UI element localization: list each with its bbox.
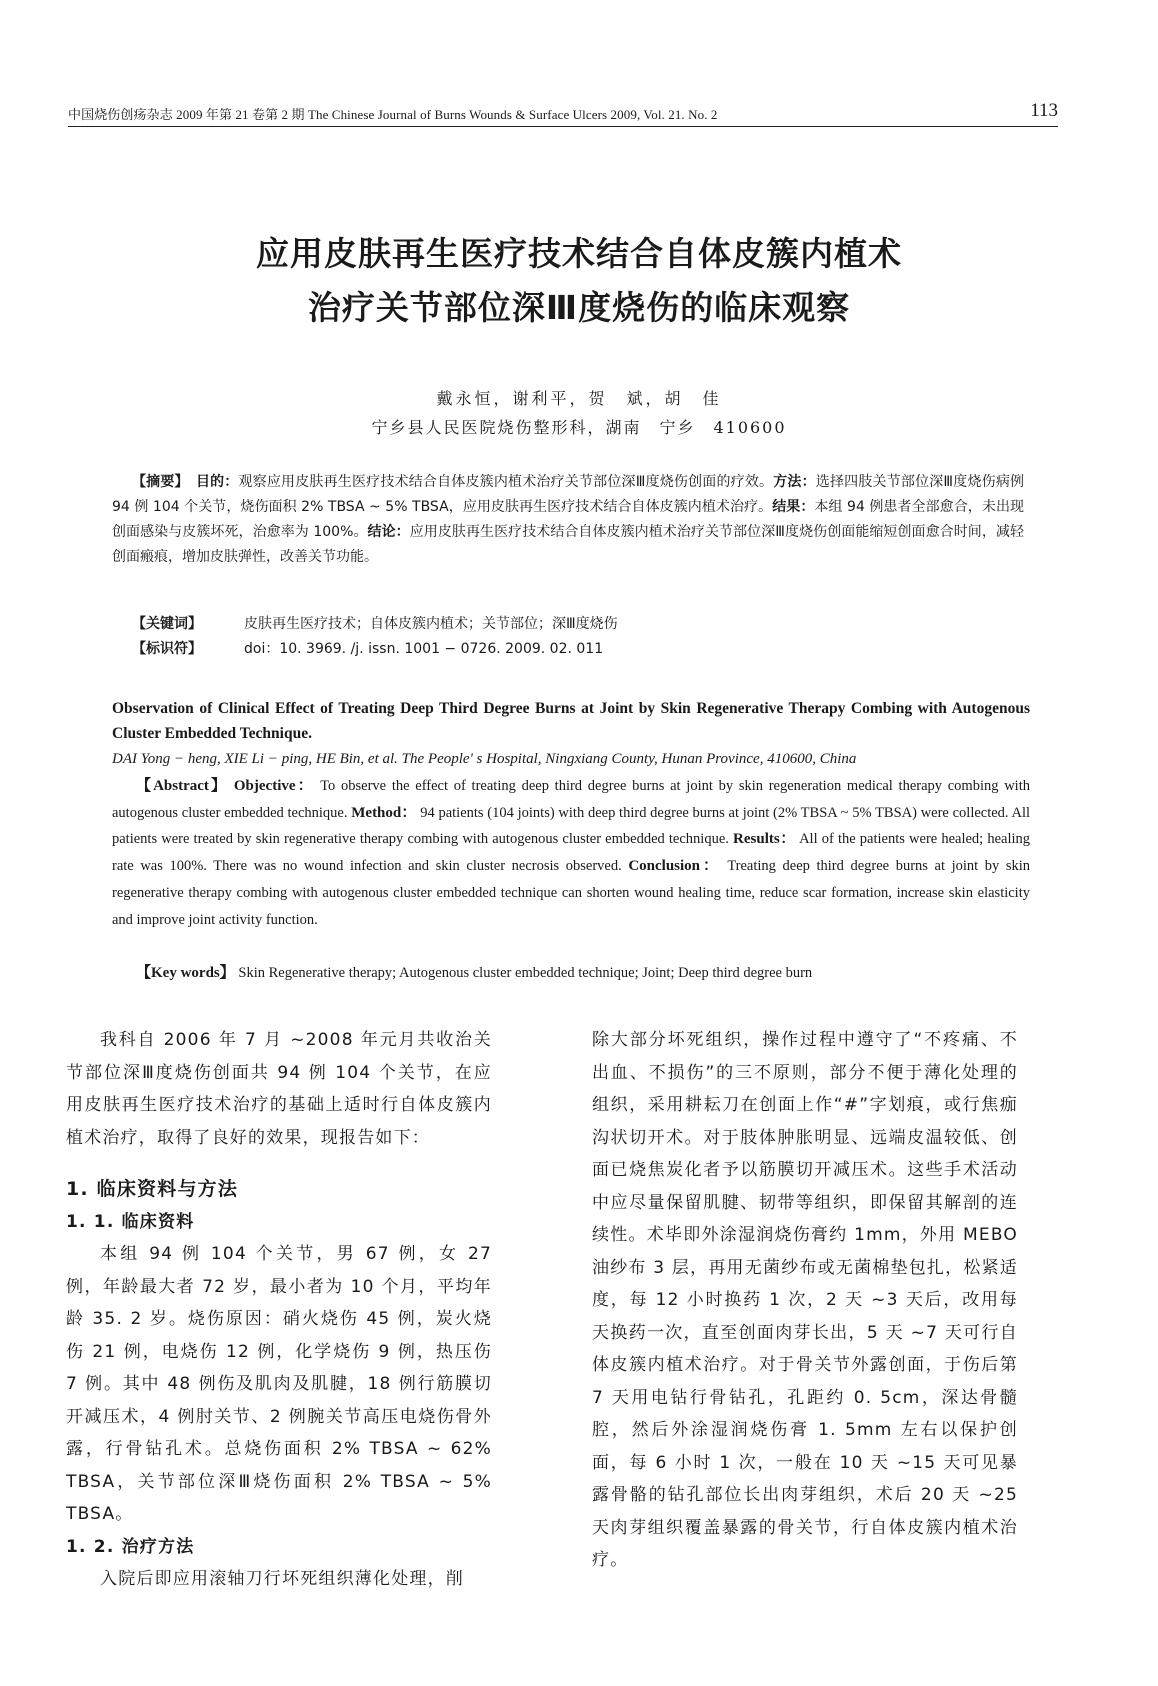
english-byline: DAI Yong − heng, XIE Li − ping, HE Bin, et al. The People' s Hospital, Ningxiang County, Hunan Province, 410600, China [112, 751, 857, 767]
header-divider [68, 126, 1058, 127]
identifier-row [132, 638, 603, 658]
page-number: 113 [1030, 100, 1058, 121]
subsection-heading-1-2: 1. 2. 治疗方法 [66, 1536, 195, 1557]
subsection-heading-1-1: 1. 1. 临床资料 [66, 1212, 195, 1232]
en-keywords-text: Skin Regenerative therapy; Autogenous cluster embedded technique; Joint; Deep third degree burn [238, 965, 813, 981]
en-abstract-label: 【Abstract】 [136, 778, 229, 794]
clinical-data-paragraph: 本组 94 例 104 个关节，男 67 例，女 27 例，年龄最大者 72 岁，最小者为 10 个月，平均年龄 35. 2 岁。烧伤原因：硝火烧伤 45 例，炭火烧伤 21 例，电烧伤 12 例，化学烧伤 9 例，热压伤 7 例。其中 48 例伤及肌肉及肌腱，18 例行筋膜切开减压术，4 例肘关节、2 例腕关节高压电烧伤骨外露，行骨钻孔术。总烧伤面积 2% TBSA ~ 62% TBSA，关节部位深Ⅲ烧伤面积 2% TBSA ~ 5% TBSA。 [66, 1244, 492, 1524]
english-abstract [112, 773, 1030, 933]
intro-paragraph: 我科自 2006 年 7 月 ~2008 年元月共收治关节部位深Ⅲ度烧伤创面共 94 例 104 个关节，在应用皮肤再生医疗技术治疗的基础上适时行自体皮簇内植术治疗，取得了良好的效果，现报告如下： [66, 1030, 492, 1148]
en-conclusion-text: Treating deep third degree burns at joint by skin regenerative therapy combing with autogenous cluster embedded technique can shorten wound healing time, reduce scar formation, increase skin elasticity and improve joint activity function. [112, 858, 1031, 928]
running-header [68, 100, 1058, 126]
conclusion-text: 应用皮肤再生医疗技术结合自体皮簇内植术治疗关节部位深Ⅲ度烧伤创面能缩短创面愈合时间，减轻创面瘢痕，增加皮肤弹性，改善关节功能。 [112, 524, 1024, 565]
english-keywords [136, 961, 812, 982]
paper-title-line-2: 治疗关节部位深Ⅲ度烧伤的临床观察 [307, 288, 851, 327]
chinese-abstract [112, 470, 1024, 570]
result-label: 结果： [772, 499, 815, 515]
en-objective-label: Objective： [233, 778, 315, 794]
objective-label: 目的： [195, 474, 239, 490]
body-column-right [592, 1024, 1018, 1577]
en-results-text: All of the patients were healed; healing rate was 100%. There was no wound infection and skin cluster necrosis observed. [112, 831, 1031, 875]
method-label: 方法： [773, 474, 816, 490]
en-objective-text: To observe the effect of treating deep third degree burns at joint by skin regeneration medical therapy combing with autogenous cluster embedded technique. [112, 778, 1030, 821]
treatment-paragraph-continued: 除大部分坏死组织，操作过程中遵守了“不疼痛、不出血、不损伤”的三不原则，部分不便于薄化处理的组织，采用耕耘刀在创面上作“#”字划痕，或行焦痂沟状切开术。对于肢体肿胀明显、远端皮温较低、创面已烧焦炭化者予以筋膜切开减压术。这些手术活动中应尽量保留肌腱、韧带等组织，即保留其解剖的连续性。术毕即外涂湿润烧伤膏约 1mm，外用 MEBO 油纱布 3 层，再用无菌纱布或无菌棉垫包扎，松紧适度，每 12 小时换药 1 次，2 天 ~3 天后，改用每天换药一次，直至创面肉芽长出，5 天 ~7 天可行自体皮簇内植术治疗。对于骨关节外露创面，于伤后第 7 天用电钻行骨钻孔，孔距约 0. 5cm，深达骨髓腔，然后外涂湿润烧伤膏 1. 5mm 左右以保护创面，每 6 小时 1 次，一般在 10 天 ~15 天可见暴露骨骼的钻孔部位长出肉芽组织，术后 20 天 ~25 天肉芽组织覆盖暴露的骨关节，行自体皮簇内植术治疗。 [592, 1030, 1018, 1570]
treatment-paragraph-start: 入院后即应用滚轴刀行坏死组织薄化处理，削 [100, 1568, 464, 1589]
section-heading-1: 1. 临床资料与方法 [66, 1178, 239, 1200]
author-list: 戴永恒，谢利平，贺 斌，胡 佳 [436, 389, 722, 408]
abstract-label: 【摘要】 [132, 474, 182, 490]
result-text: 本组 94 例患者全部愈合，未出现创面感染与皮簇坏死，治愈率为 100%。 [112, 499, 1025, 540]
identifier-label: 【标识符】 [132, 641, 202, 657]
journal-citation: 中国烧伤创疡杂志 2009 年第 21 卷第 2 期 The Chinese Journal of Burns Wounds & Surface Ulcers 2009, Vol. 21. No. 2 [68, 107, 718, 122]
keywords-text: 皮肤再生医疗技术；自体皮簇内植术；关节部位；深Ⅲ度烧伤 [244, 616, 618, 632]
chinese-keywords [132, 613, 618, 633]
body-column-left [66, 1024, 492, 1595]
method-text: 选择四肢关节部位深Ⅲ度烧伤病例 94 例 104 个关节，烧伤面积 2% TBSA ~ 5% TBSA，应用皮肤再生医疗技术结合自体皮簇内植术治疗。 [112, 474, 1025, 515]
paper-title-line-1: 应用皮肤再生医疗技术结合自体皮簇内植术 [256, 234, 902, 273]
objective-text: 观察应用皮肤再生医疗技术结合自体皮簇内植术治疗关节部位深Ⅲ度烧伤创面的疗效。 [238, 474, 774, 490]
en-conclusion-label: Conclusion： [628, 858, 721, 875]
en-keywords-label: 【Key words】 [136, 965, 235, 981]
doi-text: doi：10. 3969. /j. issn. 1001 − 0726. 2009. 02. 011 [244, 641, 604, 657]
en-method-text: 94 patients (104 joints) with deep third degree burns at joint (2% TBSA ~ 5% TBSA) were collected. All patients were treated by skin regenerative therapy combing with autogenous cluster embedded technique. [112, 804, 1031, 848]
en-results-label: Results： [733, 831, 796, 848]
author-affiliation: 宁乡县人民医院烧伤整形科，湖南 宁乡 410600 [371, 418, 787, 437]
conclusion-label: 结论： [367, 524, 410, 540]
english-title: Observation of Clinical Effect of Treating Deep Third Degree Burns at Joint by Skin Regenerative Therapy Combing with Autogenous Cluster Embedded Technique. [112, 700, 1030, 742]
en-method-label: Method： [351, 804, 417, 821]
keywords-label: 【关键词】 [132, 616, 202, 632]
